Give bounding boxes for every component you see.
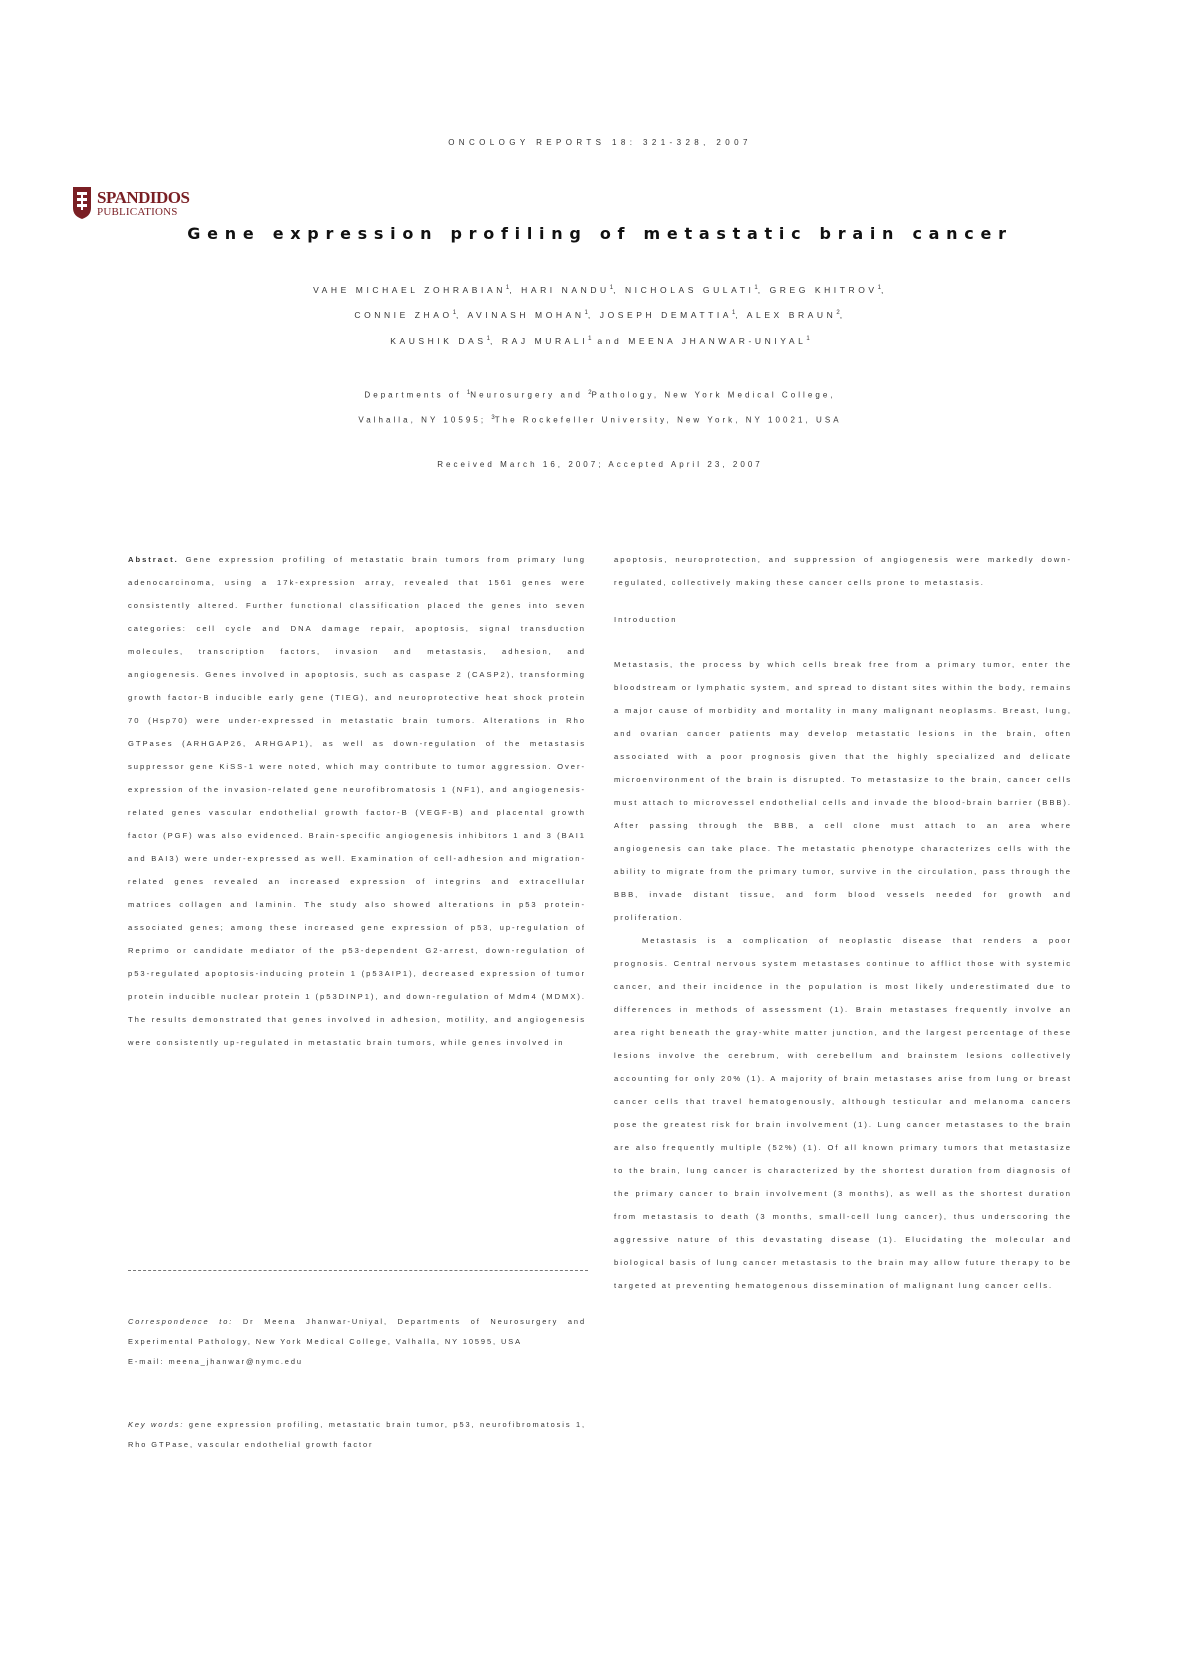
- logo-line2: PUBLICATIONS: [97, 205, 178, 218]
- affiliation-line-1: Departments of $^1$Neurosurgery and $^2$Pathology, New York Medical College,: [364, 390, 836, 400]
- correspondence-label: Correspondence to:: [128, 1317, 234, 1326]
- affiliation-line-2: Valhalla, NY 10595; $^3$The Rockefeller University, New York, NY 10021, USA: [358, 415, 842, 425]
- abstract-label: Abstract.: [128, 555, 179, 564]
- abstract: [128, 548, 586, 1054]
- keywords-label: Key words:: [128, 1420, 185, 1429]
- author-name: HARI NANDU: [521, 285, 610, 295]
- correspondence: [128, 1312, 586, 1372]
- logo-line1: SPANDIDOS: [97, 187, 190, 207]
- author-name: AVINASH MOHAN: [467, 310, 585, 320]
- footnote-divider: [128, 1270, 588, 1271]
- shield-icon: [72, 186, 92, 220]
- author-name: NICHOLAS GULATI: [624, 285, 755, 295]
- author-name: JOSEPH DEMATTIA: [599, 310, 733, 320]
- author-conjunction: and: [597, 336, 623, 346]
- keywords-text: gene expression profiling, metastatic brain tumor, p53, neurofibromatosis 1, Rho GTPase, vascular endothelial growth factor: [128, 1420, 587, 1449]
- abstract-continued: apoptosis, neuroprotection, and suppression of angiogenesis were markedly down-regulated, collectively making these cancer cells prone to metastasis.: [614, 555, 1072, 587]
- author-name: VAHE MICHAEL ZOHRABIAN: [313, 285, 506, 295]
- correspondence-email: E-mail: meena_jhanwar@nymc.edu: [128, 1357, 303, 1366]
- received-accepted-dates: Received March 16, 2007; Accepted April 23, 2007: [437, 460, 763, 469]
- abstract-text: Gene expression profiling of metastatic brain tumors from primary lung adenocarcinoma, using a 17k-expression array, revealed that 1561 genes were consistently altered. Further functional classification placed the genes into seven categories: cell cycle and DNA damage repair, apoptosis, signal transduction molecules, transcription factors, invasion and metastasis, adhesion, and angiogenesis. Genes involved in apoptosis, such as caspase 2 (CASP2), transforming growth factor-B inducible early gene (TIEG), and neuroprotective heat shock protein 70 (Hsp70) were under-expressed in metastatic brain tumors. Alterations in Rho GTPases (ARHGAP26, ARHGAP1), as well as down-regulation of the metastasis suppressor gene KiSS-1 were noted, which may contribute to tumor aggression. Over-expression of the invasion-related gene neurofibromatosis 1 (NF1), and angiogenesis-related genes vascular endothelial growth factor-B (VEGF-B) and placental growth factor (PGF) was also evidenced. Brain-specific angiogenesis inhibitors 1 and 3 (BAI1 and BAI3) were under-expressed as well. Examination of cell-adhesion and migration-related genes revealed an increased expression of integrins and extracellular matrices collagen and laminin. The study also showed alterations in p53 protein-associated genes; among these increased gene expression of p53, up-regulation of Reprimo or candidate mediator of the p53-dependent G2-arrest, down-regulation of p53-regulated apoptosis-inducing protein 1 (p53AIP1), decreased expression of tumor protein inducible nuclear protein 1 (p53DINP1), and down-regulation of Mdm4 (MDMX). The results demonstrated that genes involved in adhesion, motility, and angiogenesis were consistently up-regulated in metastatic brain tumors, while genes involved in: [128, 555, 586, 1047]
- keywords: [128, 1415, 586, 1455]
- section-heading-introduction: Introduction: [614, 615, 678, 624]
- author-name: KAUSHIK DAS: [390, 336, 487, 346]
- author-line-3: KAUSHIK DAS$^1$, RAJ MURALI$^1$ and MEENA JHANWAR-UNIYAL$^1$: [390, 336, 810, 346]
- author-line-2: CONNIE ZHAO$^1$, AVINASH MOHAN$^1$, JOSEPH DEMATTIA$^1$, ALEX BRAUN$^2$,: [354, 310, 846, 320]
- author-name: CONNIE ZHAO: [354, 310, 453, 320]
- introduction-paragraph-2: Metastasis is a complication of neoplastic disease that renders a poor prognosis. Central nervous system metastases continue to afflict those with systemic cancer, and their incidence in the population is most likely underestimated due to differences in methods of assessment (1). Brain metastases frequently involve an area right beneath the gray-white matter junction, and the largest percentage of these lesions involve the cerebrum, with cerebellum and brainstem lesions collectively accounting for only 20% (1). A majority of brain metastases arise from lung or breast cancer cells that travel hematogenously, although testicular and melanoma cancers pose the greatest risk for brain involvement (1). Lung cancer metastases to the brain are also frequently multiple (52%) (1). Of all known primary tumors that metastasize to the brain, lung cancer is characterized by the shortest duration from diagnosis of the primary cancer to brain involvement (3 months), as well as the shortest duration from metastasis to death (3 months, small-cell lung cancer), thus underscoring the aggressive nature of this devastating disease (1). Elucidating the molecular and biological basis of lung cancer metastasis to the brain may allow future therapy to be targeted at preventing hematogenous dissemination of malignant lung cancer cells.: [614, 936, 1072, 1290]
- publisher-logo: [72, 186, 189, 220]
- right-column: [614, 548, 1072, 1297]
- left-column: [128, 548, 586, 1054]
- author-name: ALEX BRAUN: [746, 310, 837, 320]
- running-head: ONCOLOGY REPORTS 18: 321-328, 2007: [448, 138, 752, 147]
- author-name: MEENA JHANWAR-UNIYAL: [628, 336, 807, 346]
- author-line-1: VAHE MICHAEL ZOHRABIAN$^1$, HARI NANDU$^1$, NICHOLAS GULATI$^1$, GREG KHITROV$^1$,: [313, 285, 887, 295]
- introduction-paragraph-1: Metastasis, the process by which cells break free from a primary tumor, enter the bloodstream or lymphatic system, and spread to distant sites within the body, remains a major cause of morbidity and mortality in many malignant neoplasms. Breast, lung, and ovarian cancer patients may develop metastatic lesions in the brain, often associated with a poor prognosis given that the highly specialized and delicate microenvironment of the brain is disrupted. To metastasize to the brain, cancer cells must attach to microvessel endothelial cells and invade the blood-brain barrier (BBB). After passing through the BBB, a cell clone must attach to an area where angiogenesis can take place. The metastatic phenotype characterizes cells with the ability to migrate from the primary tumor, survive in the circulation, pass through the BBB, invade distant tissue, and form blood vessels needed for growth and proliferation.: [614, 660, 1072, 922]
- author-name: RAJ MURALI: [501, 336, 589, 346]
- article-title: Gene expression profiling of metastatic brain cancer: [187, 224, 1013, 243]
- author-name: GREG KHITROV: [769, 285, 878, 295]
- correspondence-text: Dr Meena Jhanwar-Uniyal, Departments of Neurosurgery and Experimental Pathology, New York Medical College, Valhalla, NY 10595, USA: [128, 1317, 586, 1346]
